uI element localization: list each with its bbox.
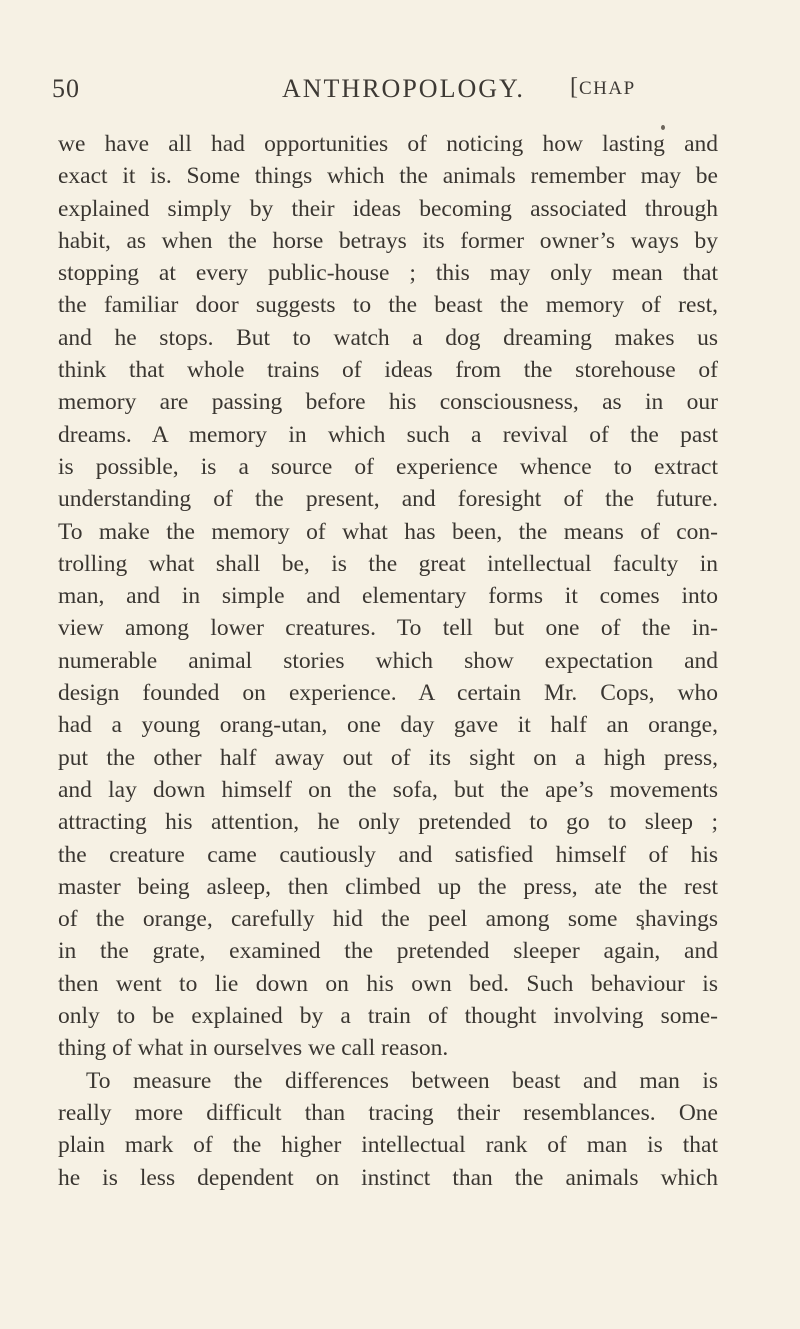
text-line: design founded on experience. A certain Mr. Cops, who: [58, 680, 718, 707]
text-line: exact it is. Some things which the animals remember may be: [58, 163, 718, 190]
text-line: in the grate, examined the pretended sleeper again, and: [58, 938, 718, 965]
text-line: explained simply by their ideas becoming associated through: [58, 195, 718, 222]
text-line: plain mark of the higher intellectual rank of man is that: [58, 1132, 718, 1159]
paragraph-start-line: To measure the differences between beast and man is: [86, 1067, 718, 1094]
text-line: attracting his attention, he only pretended to go to sleep ;: [58, 809, 718, 836]
text-line: only to be explained by a train of thought involving some-: [58, 1003, 718, 1030]
text-line: and he stops. But to watch a dog dreaming makes us: [58, 324, 718, 351]
text-line: really more difficult than tracing their resemblances. One: [58, 1099, 718, 1126]
text-line: understanding of the present, and foresight of the future.: [58, 486, 718, 513]
text-line: think that whole trains of ideas from the storehouse of: [58, 357, 718, 384]
text-line: dreams. A memory in which such a revival of the past: [58, 421, 718, 448]
text-line: and lay down himself on the sofa, but the ape’s movements: [58, 776, 718, 803]
page-number: 50: [52, 74, 80, 103]
text-line: numerable animal stories which show expectation and: [58, 647, 718, 674]
text-line: is possible, is a source of experience whence to extract: [58, 453, 718, 480]
chapter-label: CHAP: [579, 78, 636, 99]
chapter-marker: [570, 74, 636, 101]
text-line: habit, as when the horse betrays its former owner’s ways by: [58, 227, 718, 254]
running-head: [52, 74, 662, 114]
body-text: [58, 128, 718, 1194]
text-line: the creature came cautiously and satisfied himself of his: [58, 841, 718, 868]
text-line: we have all had opportunities of noticing how lasting and: [58, 131, 718, 157]
text-line: then went to lie down on his own bed. Such behaviour is: [58, 970, 718, 997]
text-line: trolling what shall be, is the great intellectual faculty in: [58, 550, 718, 577]
text-line: stopping at every public-house ; this may only mean that: [58, 260, 718, 287]
paragraph-end-line: thing of what in ourselves we call reason.: [58, 1035, 449, 1062]
text-line: man, and in simple and elementary forms it comes into: [58, 583, 718, 610]
text-line: put the other half away out of its sight on a high press,: [58, 744, 718, 771]
chapter-bracket: [: [570, 74, 579, 100]
text-line: he is less dependent on instinct than the animals which: [58, 1164, 718, 1191]
running-title: ANTHROPOLOGY.: [282, 74, 525, 103]
text-line: To make the memory of what has been, the means of con-: [58, 518, 718, 545]
text-line: view among lower creatures. To tell but one of the in-: [58, 615, 718, 642]
text-line: of the orange, carefully hid the peel among some shavings: [58, 906, 718, 933]
text-line: the familiar door suggests to the beast the memory of rest,: [58, 292, 718, 319]
text-line: memory are passing before his consciousness, as in our: [58, 389, 718, 416]
text-line: master being asleep, then climbed up the press, ate the rest: [58, 873, 718, 900]
text-line: had a young orang-utan, one day gave it half an orange,: [58, 712, 718, 739]
